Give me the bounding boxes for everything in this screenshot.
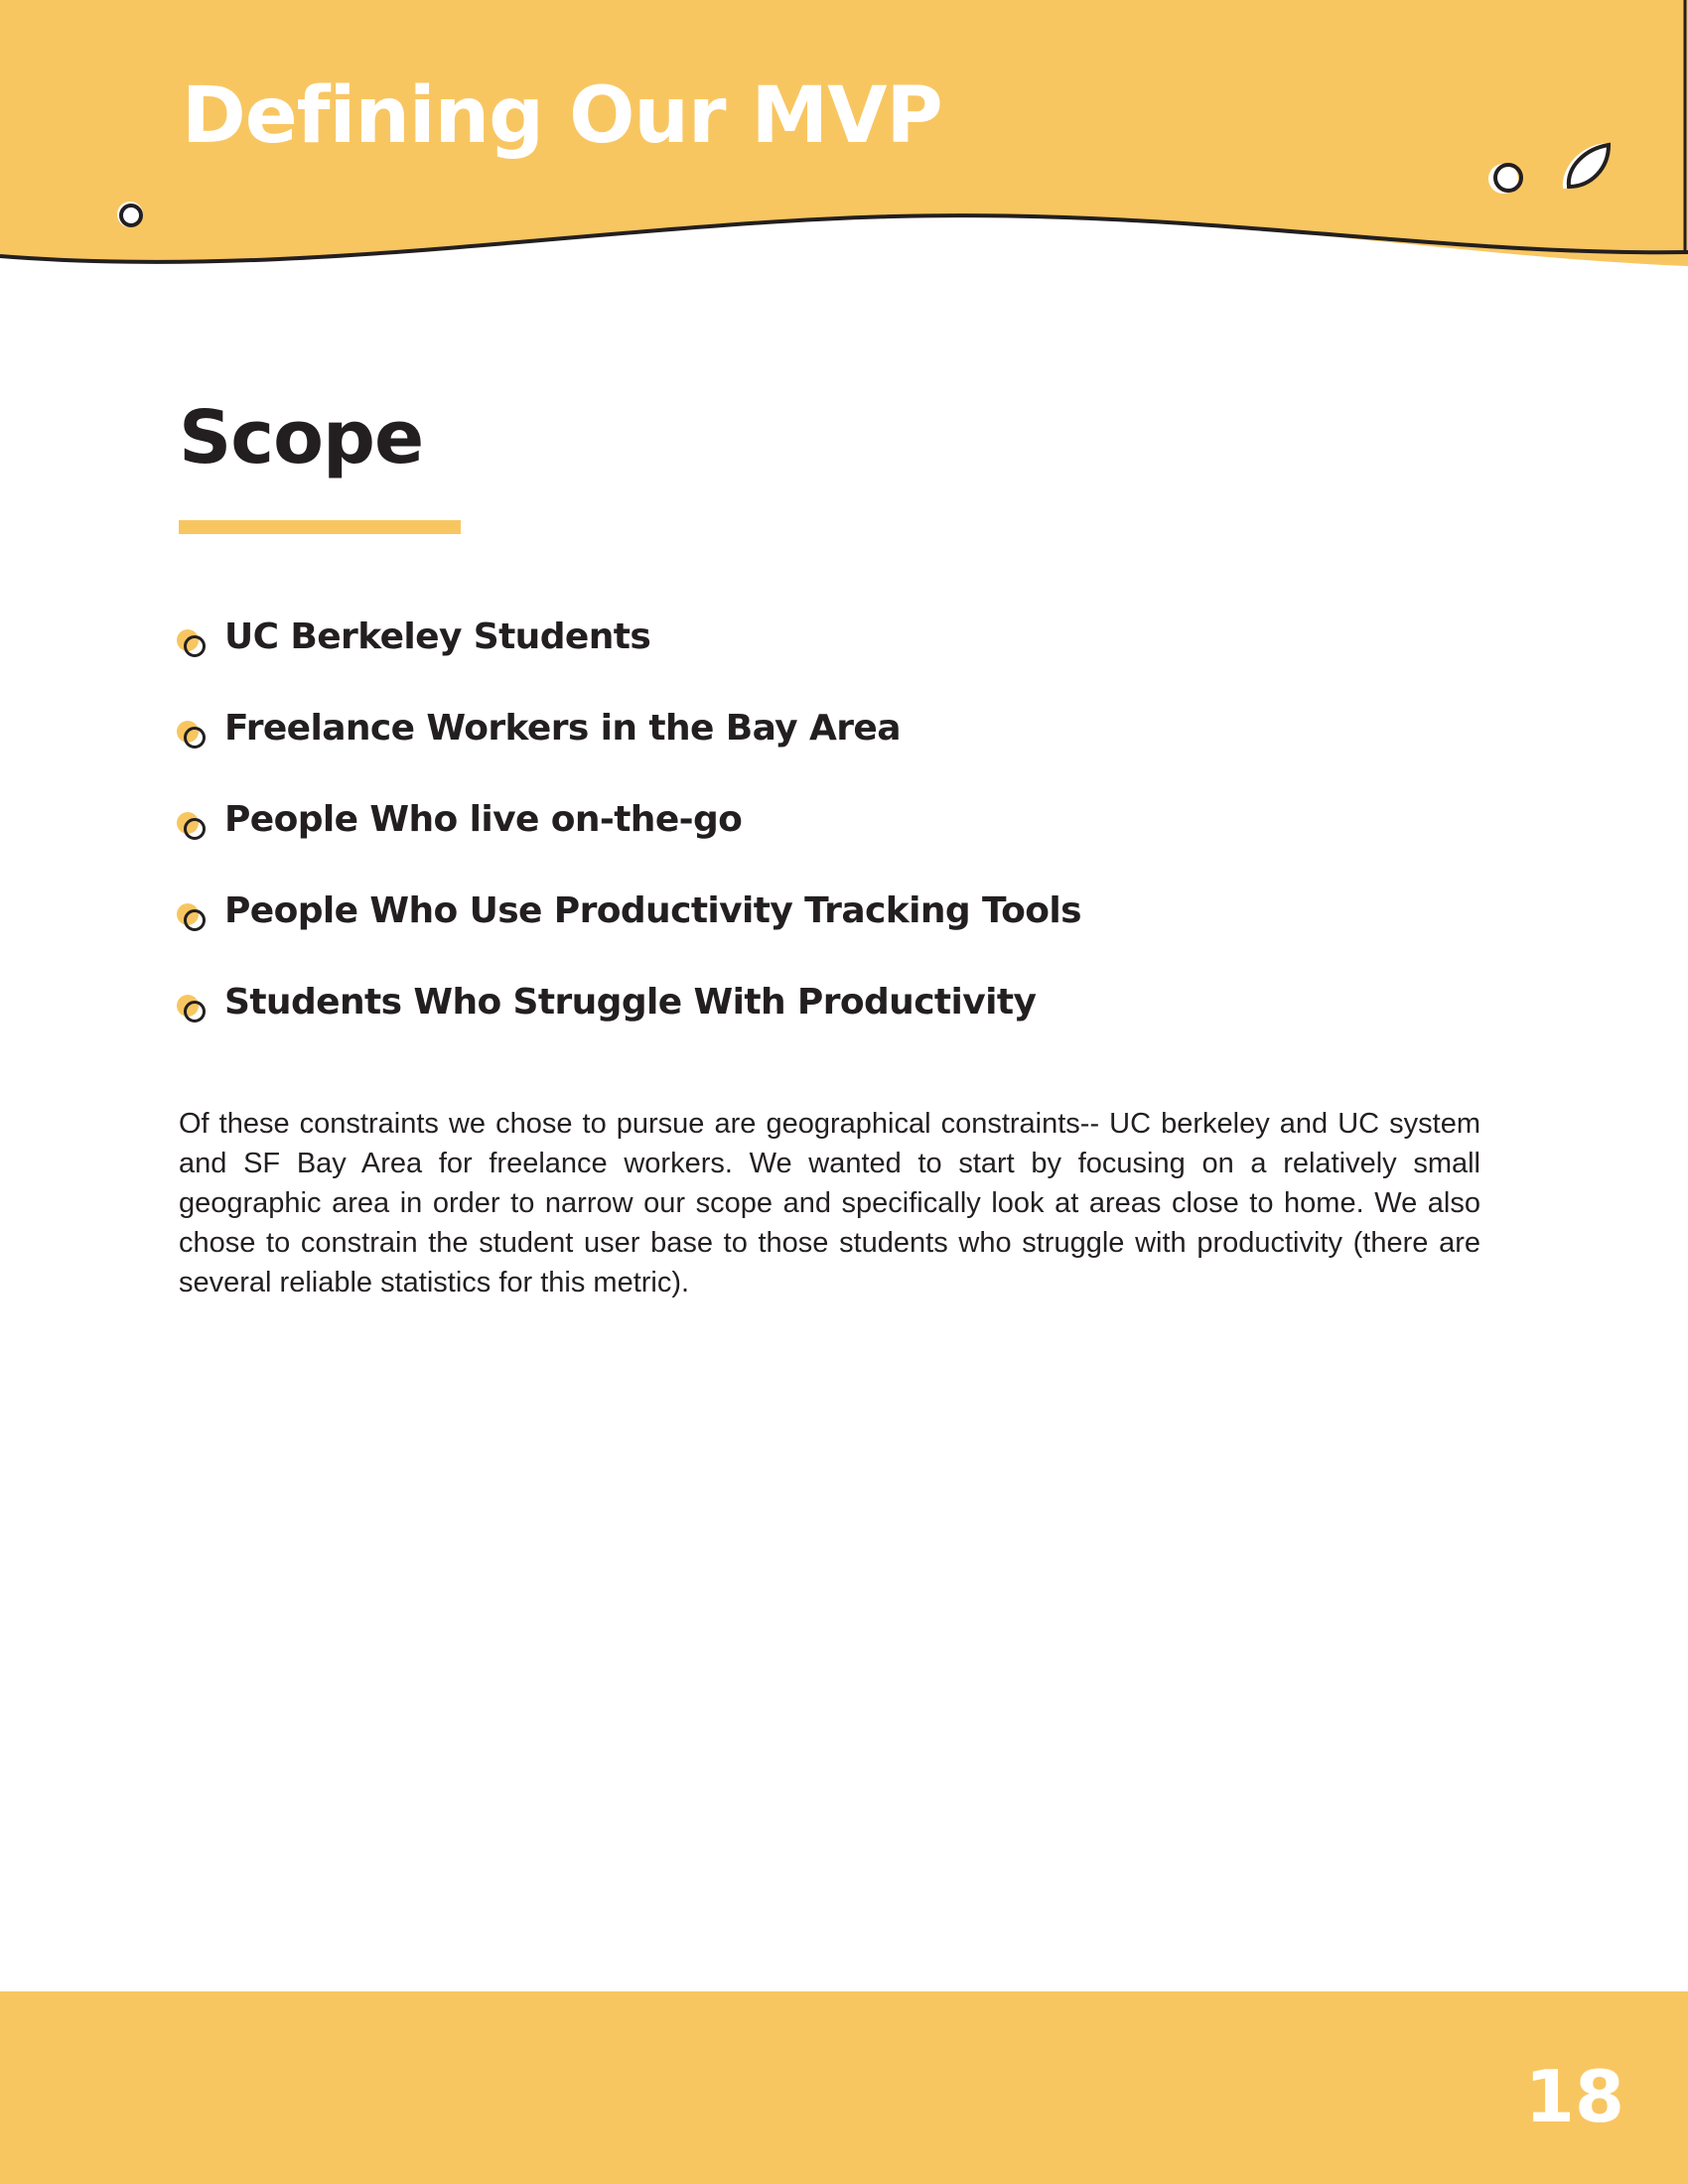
leaf-icon <box>1555 137 1615 197</box>
list-item <box>177 701 1081 792</box>
scope-list <box>177 610 1081 1066</box>
title-underline <box>179 520 461 534</box>
list-item <box>177 610 1081 701</box>
list-item <box>177 884 1081 975</box>
circle-icon <box>1485 157 1529 201</box>
footer-band <box>0 1991 1688 2184</box>
bullet-circle-icon <box>177 903 212 939</box>
list-item-label: People Who Use Productivity Tracking Tools <box>224 890 1081 931</box>
list-item <box>177 792 1081 884</box>
list-item-label: UC Berkeley Students <box>224 616 651 657</box>
body-paragraph: Of these constraints we chose to pursue are geographical constraints-- UC berkeley and UC system and SF Bay Area for freelance workers. We wanted to start by focusing on a relatively small geographic area in order to narrow our scope and specifically look at areas close to home. We also chose to constrain the student user base to those students who struggle with productivity (there are several reliable statistics for this metric). <box>179 1108 1480 1298</box>
page-title: Defining Our MVP <box>182 71 942 161</box>
bullet-circle-icon <box>177 995 212 1030</box>
bullet-circle-icon <box>177 812 212 848</box>
list-item-label: Students Who Struggle With Productivity <box>224 982 1037 1023</box>
section-title: Scope <box>179 395 424 480</box>
bullet-circle-icon <box>177 721 212 756</box>
page-number: 18 <box>1524 2055 1624 2138</box>
bullet-circle-icon <box>177 629 212 665</box>
small-circle-icon <box>111 199 151 238</box>
list-item <box>177 975 1081 1066</box>
list-item-label: People Who live on-the-go <box>224 799 743 840</box>
list-item-label: Freelance Workers in the Bay Area <box>224 708 901 749</box>
